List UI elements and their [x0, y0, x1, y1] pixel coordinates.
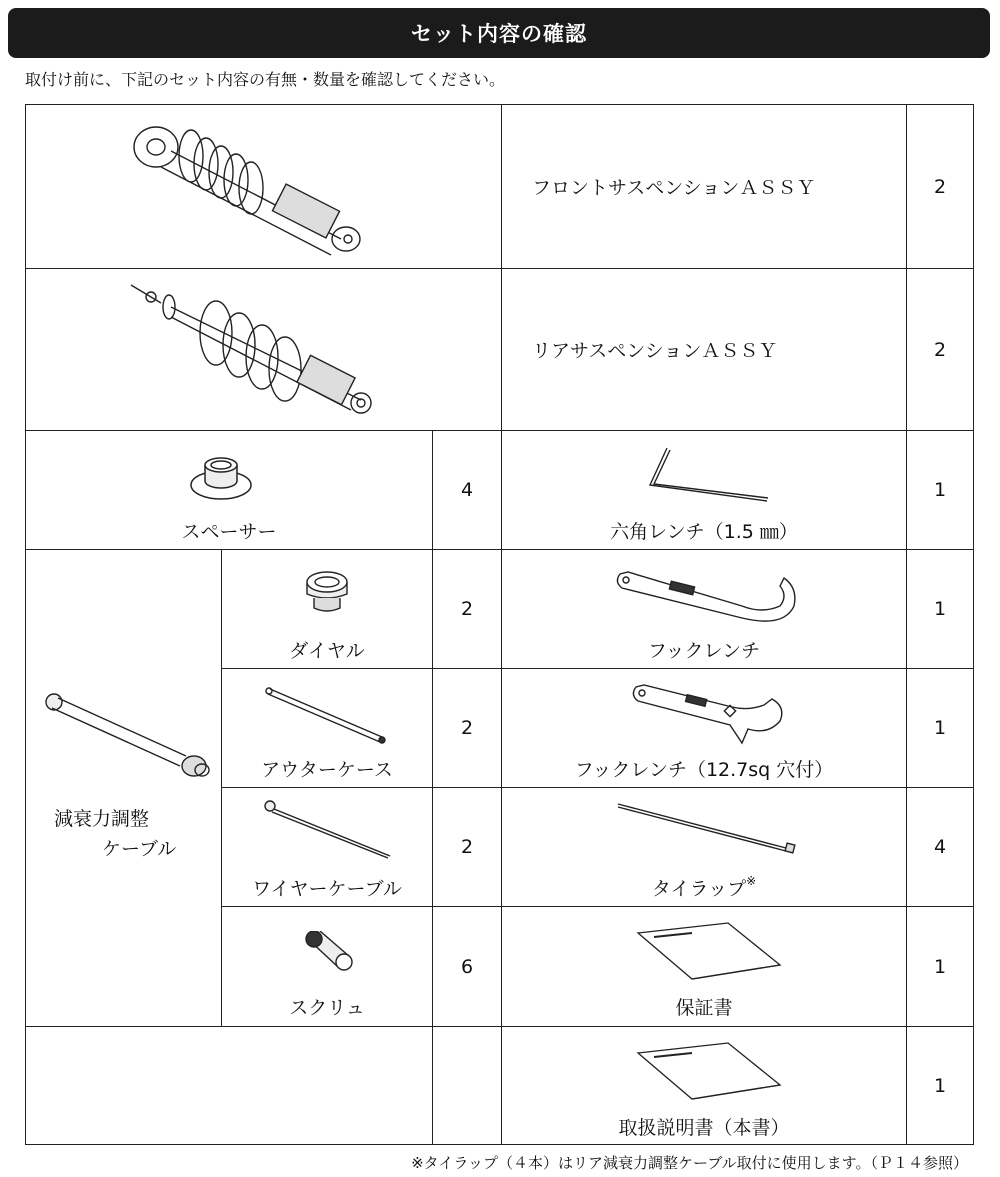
footnote: ※タイラップ（４本）はリア減衰力調整ケーブル取付に使用します。（Ｐ１４参照）	[411, 1154, 968, 1172]
dial-icon	[304, 568, 350, 616]
spacer-illustration	[186, 445, 256, 505]
wire-qty-cell	[432, 787, 502, 907]
empty-cell-left	[25, 1026, 433, 1145]
tie-qty-cell	[906, 787, 974, 907]
hook-wrench-label: フックレンチ	[647, 640, 761, 662]
manual-qty-cell	[906, 1026, 974, 1145]
tie-wrap-name: タイラップ	[651, 878, 747, 900]
spacer-label: スペーサー	[181, 521, 277, 543]
hook-wrench-2-icon	[630, 681, 790, 747]
hook2-qty-cell	[906, 668, 974, 788]
warranty-cell	[501, 906, 907, 1027]
damping-cable-illustration	[36, 688, 216, 788]
rear-image-cell	[25, 268, 502, 431]
hex-wrench-icon	[642, 443, 772, 505]
rear-qty-cell	[906, 268, 974, 431]
hook-qty-cell	[906, 549, 974, 669]
hex-wrench-cell	[501, 430, 907, 550]
cable-group-label-line1: 減衰力調整	[54, 808, 150, 830]
manual-cell	[501, 1026, 907, 1145]
section-title: セット内容の確認	[8, 8, 990, 58]
empty-cell-mid	[432, 1026, 502, 1145]
rear-qty: 2	[933, 338, 947, 361]
dial-cell	[221, 549, 433, 669]
rear-suspension-illustration	[121, 275, 381, 425]
dial-qty-cell	[432, 549, 502, 669]
hook-qty: 1	[933, 598, 947, 620]
hook-wrench-2-cell	[501, 668, 907, 788]
front-image-cell	[25, 104, 502, 269]
front-qty: 2	[933, 175, 947, 198]
screw-cell	[221, 906, 433, 1027]
hook-wrench-icon	[612, 566, 802, 626]
rear-suspension-label: リアサスペンションＡＳＳＹ	[532, 340, 778, 362]
outer-case-cell	[221, 668, 433, 788]
screw-label: スクリュ	[289, 997, 365, 1019]
contents-table	[25, 104, 974, 1145]
warranty-qty: 1	[933, 955, 947, 978]
front-qty-cell	[906, 104, 974, 269]
screw-qty: 6	[460, 955, 474, 978]
manual-qty: 1	[933, 1074, 947, 1097]
intro-text: 取付け前に、下記のセット内容の有無・数量を確認してください。	[25, 70, 506, 89]
manual-document-icon	[634, 1041, 784, 1101]
cable-group-label-line2: ケーブル	[102, 838, 177, 860]
spacer-qty: 4	[460, 479, 474, 501]
outer-qty-cell	[432, 668, 502, 788]
rear-name-cell	[501, 268, 907, 431]
dial-qty: 2	[460, 598, 474, 620]
tie-qty: 4	[933, 836, 947, 858]
wire-qty: 2	[460, 836, 474, 858]
warranty-qty-cell	[906, 906, 974, 1027]
front-suspension-illustration	[126, 111, 386, 263]
hex-qty: 1	[933, 479, 947, 501]
tie-wrap-note-mark: ※	[746, 874, 757, 888]
warranty-document-icon	[634, 921, 784, 981]
screw-icon	[302, 931, 356, 975]
hook-wrench-cell	[501, 549, 907, 669]
outer-case-label: アウターケース	[261, 759, 393, 781]
tie-wrap-cell	[501, 787, 907, 907]
hook2-qty: 1	[933, 717, 947, 739]
warranty-label: 保証書	[675, 997, 733, 1019]
outer-qty: 2	[460, 717, 474, 739]
hook-wrench-2-label: フックレンチ（12.7sq 穴付）	[574, 759, 834, 781]
spacer-cell	[25, 430, 433, 550]
hex-wrench-label: 六角レンチ（1.5 ㎜）	[610, 521, 798, 543]
front-suspension-label: フロントサスペンションＡＳＳＹ	[532, 177, 816, 199]
wire-cable-cell	[221, 787, 433, 907]
hex-qty-cell	[906, 430, 974, 550]
tie-wrap-label	[502, 874, 906, 901]
outer-case-icon	[264, 683, 394, 747]
manual-label: 取扱説明書（本書）	[618, 1117, 790, 1139]
screw-qty-cell	[432, 906, 502, 1027]
dial-label: ダイヤル	[289, 640, 365, 662]
front-name-cell	[501, 104, 907, 269]
wire-cable-icon	[258, 796, 398, 862]
wire-cable-label: ワイヤーケーブル	[252, 878, 402, 900]
cable-group-cell	[25, 549, 222, 1027]
tie-wrap-icon	[614, 800, 804, 860]
spacer-qty-cell	[432, 430, 502, 550]
